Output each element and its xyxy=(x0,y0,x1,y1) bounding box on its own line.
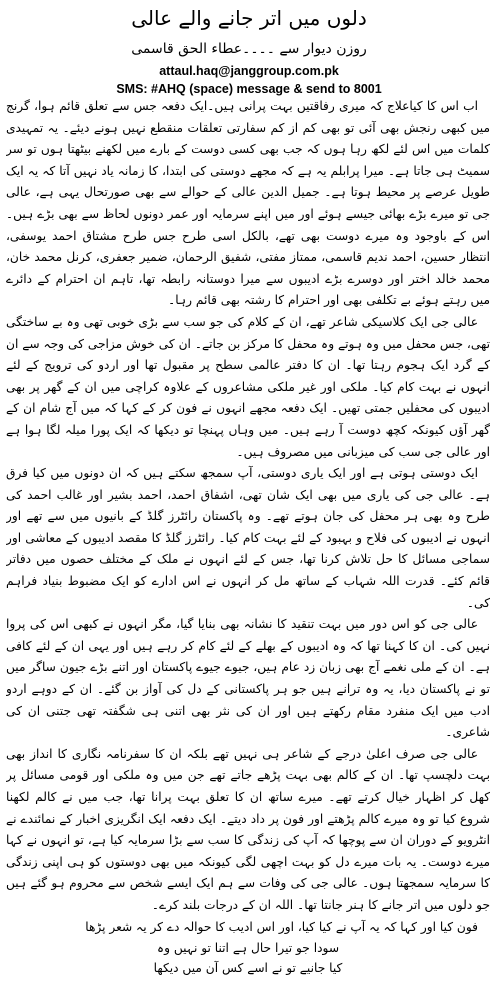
column-byline: روزن دیوار سے ۔۔۔۔عطاء الحق قاسمی xyxy=(131,41,367,57)
article-header xyxy=(0,4,498,98)
article-paragraph: عالی جی صرف اعلیٰ درجے کے شاعر ہی نہیں تھے بلکہ ان کا سفرنامہ نگاری کا انداز بھی بہت دلچسپ تھا۔ ان کے کالم بھی بہت پڑھے جاتے تھے جن میں وہ ملکی اور قومی مسائل پر کھل کر اظہار خیال کرتے تھے۔ میرے ساتھ ان کا تعلق بہت پرانا تھا، جب میں نے کالم لکھنا شروع کیا تو وہ میرے کالم پڑھتے اور فون پر داد دیتے۔ ایک دفعہ ایک انگریزی اخبار کے نمائندے نے انٹرویو کے دوران ان سے پوچھا کہ آپ کی زندگی کا سب سے بڑا سرمایہ کیا ہے، تو انہوں نے کہا میرے دوست۔ یہ بات میرے دل کو بہت اچھی لگی کیونکہ میں بھی دوستوں کو ہی اپنی زندگی کا سرمایہ سمجھتا ہوں۔ عالی جی کی وفات سے ہم ایک ایسے شخص سے محروم ہو گئے ہیں جو دلوں میں اتر جانے کا ہنر جانتا تھا۔ اللہ ان کے درجات بلند کرے۔ xyxy=(6,746,490,912)
verse-line: سودا جو تیرا حال ہے اتنا تو نہیں وہ xyxy=(156,941,340,956)
article-body xyxy=(6,96,490,978)
article-paragraph: عالی جی کو اس دور میں بہت تنقید کا نشانہ بھی بنایا گیا، مگر انہوں نے کبھی اس کی پروا نہیں کی۔ ان کا کہنا تھا کہ وہ ادیبوں کے بھلے کے لئے کام کر رہے ہیں اور یہی ان کے لئے کافی ہے۔ ان کے ملی نغمے آج بھی زبان زد عام ہیں، جیوے جیوے پاکستان اور اتنے بڑے جیون ساگر میں تو نے پاکستان دیا، یہ وہ ترانے ہیں جو ہر پاکستانی کے دل کی آواز بن گئے۔ ان کے دوہے اردو ادب میں ایک منفرد مقام رکھتے ہیں اور ان کی نثر بھی اتنی ہی شگفتہ تھی جتنی ان کی شاعری۔ xyxy=(6,617,490,740)
sms-instruction: SMS: #AHQ (space) message & send to 8001 xyxy=(116,82,382,96)
article-paragraph: ایک دوستی ہوتی ہے اور ایک یاری دوستی، آپ سمجھ سکتے ہیں کہ ان دونوں میں کیا فرق ہے۔ عالی جی کی یاری میں بھی ایک شان تھی، اشفاق احمد، احمد بشیر اور غالب احمد کی طرح وہ بھی ہر محفل کی جان ہوتے تھے۔ وہ پاکستان رائٹرز گلڈ کے بانیوں میں سے تھے اور انہوں نے ادیبوں کی فلاح و بہبود کے لئے بہت کام کیا۔ رائٹرز گلڈ کا مقصد ادیبوں کے معاشی اور سماجی مسائل کا حل تلاش کرنا تھا، جس کے لئے انہوں نے ملک کے مختلف حصوں میں دفاتر قائم کئے۔ قدرت اللہ شہاب کے ساتھ مل کر انہوں نے اس ادارے کو ایک مضبوط بنیاد فراہم کی۔ xyxy=(6,466,490,610)
author-email[interactable]: attaul.haq@janggroup.com.pk xyxy=(159,64,339,78)
verse-line: کیا جانیے تو نے اسے کس آن میں دیکھا xyxy=(153,961,343,976)
article-paragraph: فون کیا اور کہا کہ یہ آپ نے کیا کیا، اور اس ادیب کا حوالہ دے کر یہ شعر پڑھا xyxy=(85,919,478,934)
article-paragraph: عالی جی ایک کلاسیکی شاعر تھے، ان کے کلام کی جو سب سے بڑی خوبی تھی وہ بے ساختگی تھی، جس محفل میں وہ ہوتے وہ محفل کا مرکز بن جاتے۔ ان کی خوش مزاجی کی وجہ سے ان کے گرد ایک ہجوم رہتا تھا۔ ان کا دفتر عالمی سطح پر مقبول تھا اور اردو کی ترویج کے لئے انہوں نے بہت کام کیا۔ ملکی اور غیر ملکی مشاعروں کے علاوہ کراچی میں ان کے گھر پر بھی ادیبوں کی محفلیں جمتی تھیں۔ ایک دفعہ مجھے انہوں نے فون کر کے کہا کہ میں آج شام ان کے گھر آؤں کیونکہ کچھ دوست آ رہے ہیں۔ میں وہاں پہنچا تو دیکھا کہ ایک پورا میلہ لگا ہوا ہے اور عالی جی سب کی میزبانی میں مصروف ہیں۔ xyxy=(6,314,490,459)
article-title: دلوں میں اتر جانے والے عالی xyxy=(131,6,367,30)
article-paragraph: اب اس کا کیاعلاج کہ میری رفاقتیں بہت پرانی ہیں۔ایک دفعہ جس سے تعلق قائم ہوا، گرنج میں کبھی رنجش بھی آئی تو بھی کم از کم سفارتی تعلقات منقطع نہیں ہونے دیئے۔ یہ تمہیدی کلمات میں اس لئے لکھ رہا ہوں کہ جب بھی کسی دوست کے بارے میں لکھنے بیٹھتا ہوں تو سر سمیٹ ہی جاتا ہے۔ میرا پرابلم یہ ہے کہ مجھے دوستی کی ابتدا، کا زمانہ یاد نہیں آتا کہ یہ ایک طویل عرصے پر محیط ہوتا ہے۔ جمیل الدین عالی کے حوالے سے بھی صورتحال یہی ہے، عالی جی تو میرے بڑے بھائی جیسے ہوئے اور میں اپنے سرمایہ اور عمر دونوں لحاظ سے بھی بڑے ہیں۔ اس کے باوجود وہ میرے دوست بھی تھے، بالکل اسی طرح جس طرح مشتاق احمد یوسفی، انتظار حسین، احمد ندیم قاسمی، ممتاز مفتی، شفیق الرحمان، ضمیر جعفری، کرنل محمد خان، محمد خالد اختر اور دوسرے بڑے ادیبوں سے میرا دوستانہ رابطہ تھا، تاہم ان احترام کے دائرے میں رہتے ہوئے بے تکلفی بھی اور احترام کا رشتہ بھی قائم رہا۔ xyxy=(6,99,490,308)
